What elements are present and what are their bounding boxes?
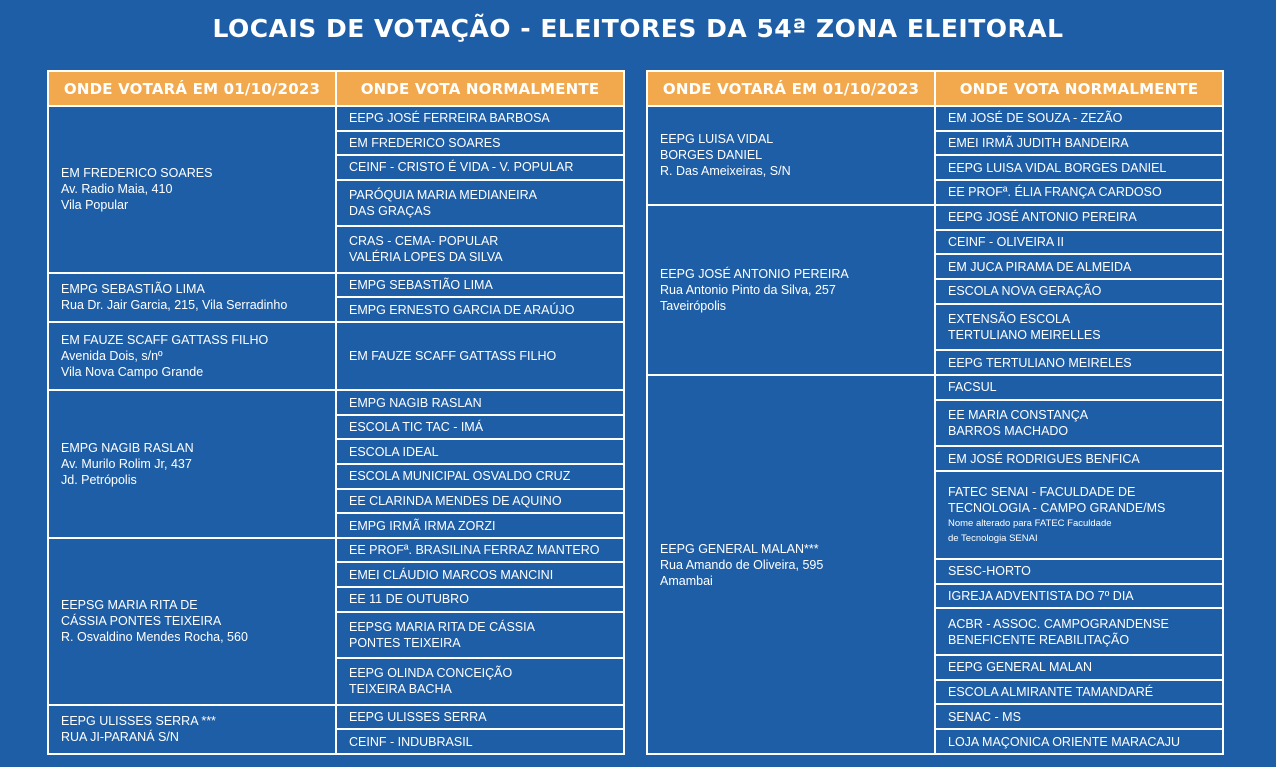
usual-location-line: EMEI IRMÃ JUDITH BANDEIRA xyxy=(948,136,1129,151)
usual-location-cell xyxy=(935,471,1223,559)
voting-location-cell xyxy=(48,106,336,273)
location-line: Vila Popular xyxy=(61,198,129,213)
location-line: Amambai xyxy=(660,573,713,588)
location-line: Taveirópolis xyxy=(660,298,727,313)
usual-location-line: EM FREDERICO SOARES xyxy=(349,135,501,150)
usual-location-line: BENEFICENTE REABILITAÇÃO xyxy=(948,632,1130,647)
location-line: EEPG LUISA VIDAL xyxy=(660,132,774,147)
location-line: Vila Nova Campo Grande xyxy=(61,365,204,380)
usual-location-cell xyxy=(336,562,624,587)
usual-location-line: IGREJA ADVENTISTA DO 7º DIA xyxy=(948,588,1134,603)
usual-location-line: EMEI CLÁUDIO MARCOS MANCINI xyxy=(349,567,554,582)
usual-location-cell xyxy=(935,350,1223,375)
location-line: RUA JI-PARANÁ S/N xyxy=(61,730,179,745)
usual-location-cell xyxy=(336,612,624,658)
location-line: R. Das Ameixeiras, S/N xyxy=(660,164,791,179)
voting-location-cell xyxy=(48,538,336,705)
usual-location-line: SESC-HORTO xyxy=(948,564,1031,579)
usual-location-cell xyxy=(935,131,1223,156)
usual-location-cell xyxy=(336,587,624,612)
usual-location-line: VALÉRIA LOPES DA SILVA xyxy=(349,250,503,265)
table-row xyxy=(48,390,624,415)
page-title: LOCAIS DE VOTAÇÃO - ELEITORES DA 54ª ZONA ELEITORAL xyxy=(212,14,1064,43)
usual-location-cell xyxy=(336,226,624,272)
usual-location-cell xyxy=(935,279,1223,304)
usual-location-cell xyxy=(935,304,1223,351)
usual-location-cell xyxy=(336,439,624,464)
usual-location-cell xyxy=(336,322,624,390)
usual-location-line: EE PROFª. BRASILINA FERRAZ MANTERO xyxy=(349,543,600,558)
location-line: EEPSG MARIA RITA DE xyxy=(61,598,198,613)
usual-location-line: FACSUL xyxy=(948,380,997,395)
location-line: EMPG NAGIB RASLAN xyxy=(61,441,194,456)
usual-location-line: PARÓQUIA MARIA MEDIANEIRA xyxy=(349,188,538,203)
location-line: Rua Dr. Jair Garcia, 215, Vila Serradinho xyxy=(61,298,288,313)
usual-location-line: EEPG LUISA VIDAL BORGES DANIEL xyxy=(948,160,1167,175)
usual-location-line: CEINF - INDUBRASIL xyxy=(349,734,473,749)
usual-location-line: EMPG SEBASTIÃO LIMA xyxy=(349,278,493,293)
usual-location-line: EMPG NAGIB RASLAN xyxy=(349,395,482,410)
voting-location-cell xyxy=(48,273,336,322)
usual-location-cell xyxy=(935,400,1223,447)
table-row xyxy=(647,205,1223,230)
name-change-note: de Tecnologia SENAI xyxy=(948,533,1038,544)
location-line: EM FAUZE SCAFF GATTASS FILHO xyxy=(61,333,269,348)
usual-location-line: EMPG ERNESTO GARCIA DE ARAÚJO xyxy=(349,302,575,317)
usual-location-cell xyxy=(336,297,624,322)
location-line: Av. Radio Maia, 410 xyxy=(61,182,173,197)
location-line: Jd. Petrópolis xyxy=(61,473,137,488)
usual-location-cell xyxy=(935,254,1223,279)
table-row xyxy=(48,705,624,730)
voting-location-cell xyxy=(647,375,935,754)
usual-location-cell xyxy=(935,729,1223,754)
usual-location-cell xyxy=(935,704,1223,729)
voting-location-cell xyxy=(48,390,336,538)
usual-location-cell xyxy=(336,489,624,514)
usual-location-line: EEPG OLINDA CONCEIÇÃO xyxy=(349,666,513,681)
usual-location-line: EM JOSÉ DE SOUZA - ZEZÃO xyxy=(948,111,1123,126)
usual-location-line: EEPG GENERAL MALAN xyxy=(948,660,1093,675)
usual-location-line: EXTENSÃO ESCOLA xyxy=(948,311,1071,326)
usual-location-cell xyxy=(935,680,1223,705)
usual-location-line: ESCOLA NOVA GERAÇÃO xyxy=(948,284,1102,299)
table-row xyxy=(48,273,624,298)
location-line: EM FREDERICO SOARES xyxy=(61,166,213,181)
usual-location-cell xyxy=(935,375,1223,400)
usual-location-line: CRAS - CEMA- POPULAR xyxy=(349,234,499,249)
usual-location-cell xyxy=(935,584,1223,609)
usual-location-cell xyxy=(336,180,624,226)
usual-location-line: ACBR - ASSOC. CAMPOGRANDENSE xyxy=(948,616,1169,631)
usual-location-line: ESCOLA TIC TAC - IMÁ xyxy=(349,420,484,435)
table-row xyxy=(48,538,624,563)
usual-location-line: PONTES TEIXEIRA xyxy=(349,635,461,650)
usual-location-line: LOJA MAÇONICA ORIENTE MARACAJU xyxy=(948,734,1180,749)
location-line: BORGES DANIEL xyxy=(660,148,763,163)
column-header-vota-normalmente: ONDE VOTA NORMALMENTE xyxy=(935,71,1223,106)
usual-location-cell xyxy=(336,705,624,730)
usual-location-cell xyxy=(336,390,624,415)
voting-location-cell xyxy=(647,106,935,205)
usual-location-line: EE PROFª. ÉLIA FRANÇA CARDOSO xyxy=(948,185,1162,200)
usual-location-line: EE CLARINDA MENDES DE AQUINO xyxy=(349,493,562,508)
usual-location-line: EM FAUZE SCAFF GATTASS FILHO xyxy=(349,349,557,364)
usual-location-cell xyxy=(935,155,1223,180)
usual-location-cell xyxy=(935,205,1223,230)
usual-location-cell xyxy=(935,180,1223,205)
column-header-votara: ONDE VOTARÁ EM 01/10/2023 xyxy=(647,71,935,106)
usual-location-line: EEPG JOSÉ ANTONIO PEREIRA xyxy=(948,210,1137,225)
location-line: EMPG SEBASTIÃO LIMA xyxy=(61,282,205,297)
usual-location-line: DAS GRAÇAS xyxy=(349,204,431,219)
usual-location-line: EM JOSÉ RODRIGUES BENFICA xyxy=(948,451,1140,466)
usual-location-line: EEPSG MARIA RITA DE CÁSSIA xyxy=(349,619,535,634)
table-row xyxy=(647,375,1223,400)
usual-location-cell xyxy=(336,131,624,156)
usual-location-cell xyxy=(935,446,1223,471)
usual-location-cell xyxy=(336,273,624,298)
location-line: EEPG JOSÉ ANTONIO PEREIRA xyxy=(660,266,849,281)
voting-table-left xyxy=(47,70,625,755)
location-line: R. Osvaldino Mendes Rocha, 560 xyxy=(61,630,248,645)
usual-location-cell xyxy=(935,230,1223,255)
usual-location-line: TEIXEIRA BACHA xyxy=(349,682,452,697)
location-line: Rua Antonio Pinto da Silva, 257 xyxy=(660,282,836,297)
usual-location-line: TECNOLOGIA - CAMPO GRANDE/MS xyxy=(948,501,1166,515)
usual-location-line: EM JUCA PIRAMA DE ALMEIDA xyxy=(948,259,1132,274)
usual-location-line: ESCOLA ALMIRANTE TAMANDARÉ xyxy=(948,685,1154,700)
usual-location-line: EEPG JOSÉ FERREIRA BARBOSA xyxy=(349,111,550,126)
usual-location-line: CEINF - CRISTO É VIDA - V. POPULAR xyxy=(349,160,574,175)
usual-location-line: ESCOLA IDEAL xyxy=(349,444,439,459)
usual-location-cell xyxy=(336,513,624,538)
location-line: Avenida Dois, s/nº xyxy=(61,349,163,364)
column-header-votara: ONDE VOTARÁ EM 01/10/2023 xyxy=(48,71,336,106)
location-line: CÁSSIA PONTES TEIXEIRA xyxy=(61,614,222,629)
usual-location-line: EE 11 DE OUTUBRO xyxy=(349,592,469,607)
location-line: Rua Amando de Oliveira, 595 xyxy=(660,557,824,572)
usual-location-cell xyxy=(336,106,624,131)
usual-location-line: SENAC - MS xyxy=(948,709,1021,724)
usual-location-line: ESCOLA MUNICIPAL OSVALDO CRUZ xyxy=(349,469,571,484)
usual-location-cell xyxy=(336,464,624,489)
voting-location-cell xyxy=(647,205,935,375)
usual-location-cell xyxy=(935,655,1223,680)
column-header-vota-normalmente: ONDE VOTA NORMALMENTE xyxy=(336,71,624,106)
usual-location-line: FATEC SENAI - FACULDADE DE xyxy=(948,485,1136,499)
location-line: EEPG GENERAL MALAN*** xyxy=(660,541,819,556)
table-row xyxy=(48,322,624,390)
usual-location-line: EEPG TERTULIANO MEIRELES xyxy=(948,355,1132,370)
location-line: Av. Murilo Rolim Jr, 437 xyxy=(61,457,192,472)
usual-location-line: BARROS MACHADO xyxy=(948,424,1069,439)
voting-location-cell xyxy=(48,322,336,390)
table-row xyxy=(647,106,1223,131)
usual-location-cell xyxy=(336,658,624,704)
voting-location-cell xyxy=(48,705,336,754)
usual-location-cell xyxy=(336,155,624,180)
table-row xyxy=(48,106,624,131)
usual-location-cell xyxy=(336,415,624,440)
name-change-note: Nome alterado para FATEC Faculdade xyxy=(948,518,1112,529)
usual-location-line: CEINF - OLIVEIRA II xyxy=(948,234,1064,249)
location-line: EEPG ULISSES SERRA *** xyxy=(61,714,216,729)
usual-location-line: TERTULIANO MEIRELLES xyxy=(948,327,1101,342)
usual-location-cell xyxy=(935,559,1223,584)
voting-table-right xyxy=(646,70,1224,755)
usual-location-cell xyxy=(935,106,1223,131)
usual-location-line: EMPG IRMÃ IRMA ZORZI xyxy=(349,518,496,533)
usual-location-cell xyxy=(336,538,624,563)
usual-location-line: EE MARIA CONSTANÇA xyxy=(948,408,1089,423)
usual-location-cell xyxy=(336,729,624,754)
usual-location-cell xyxy=(935,608,1223,655)
usual-location-line: EEPG ULISSES SERRA xyxy=(349,709,487,724)
